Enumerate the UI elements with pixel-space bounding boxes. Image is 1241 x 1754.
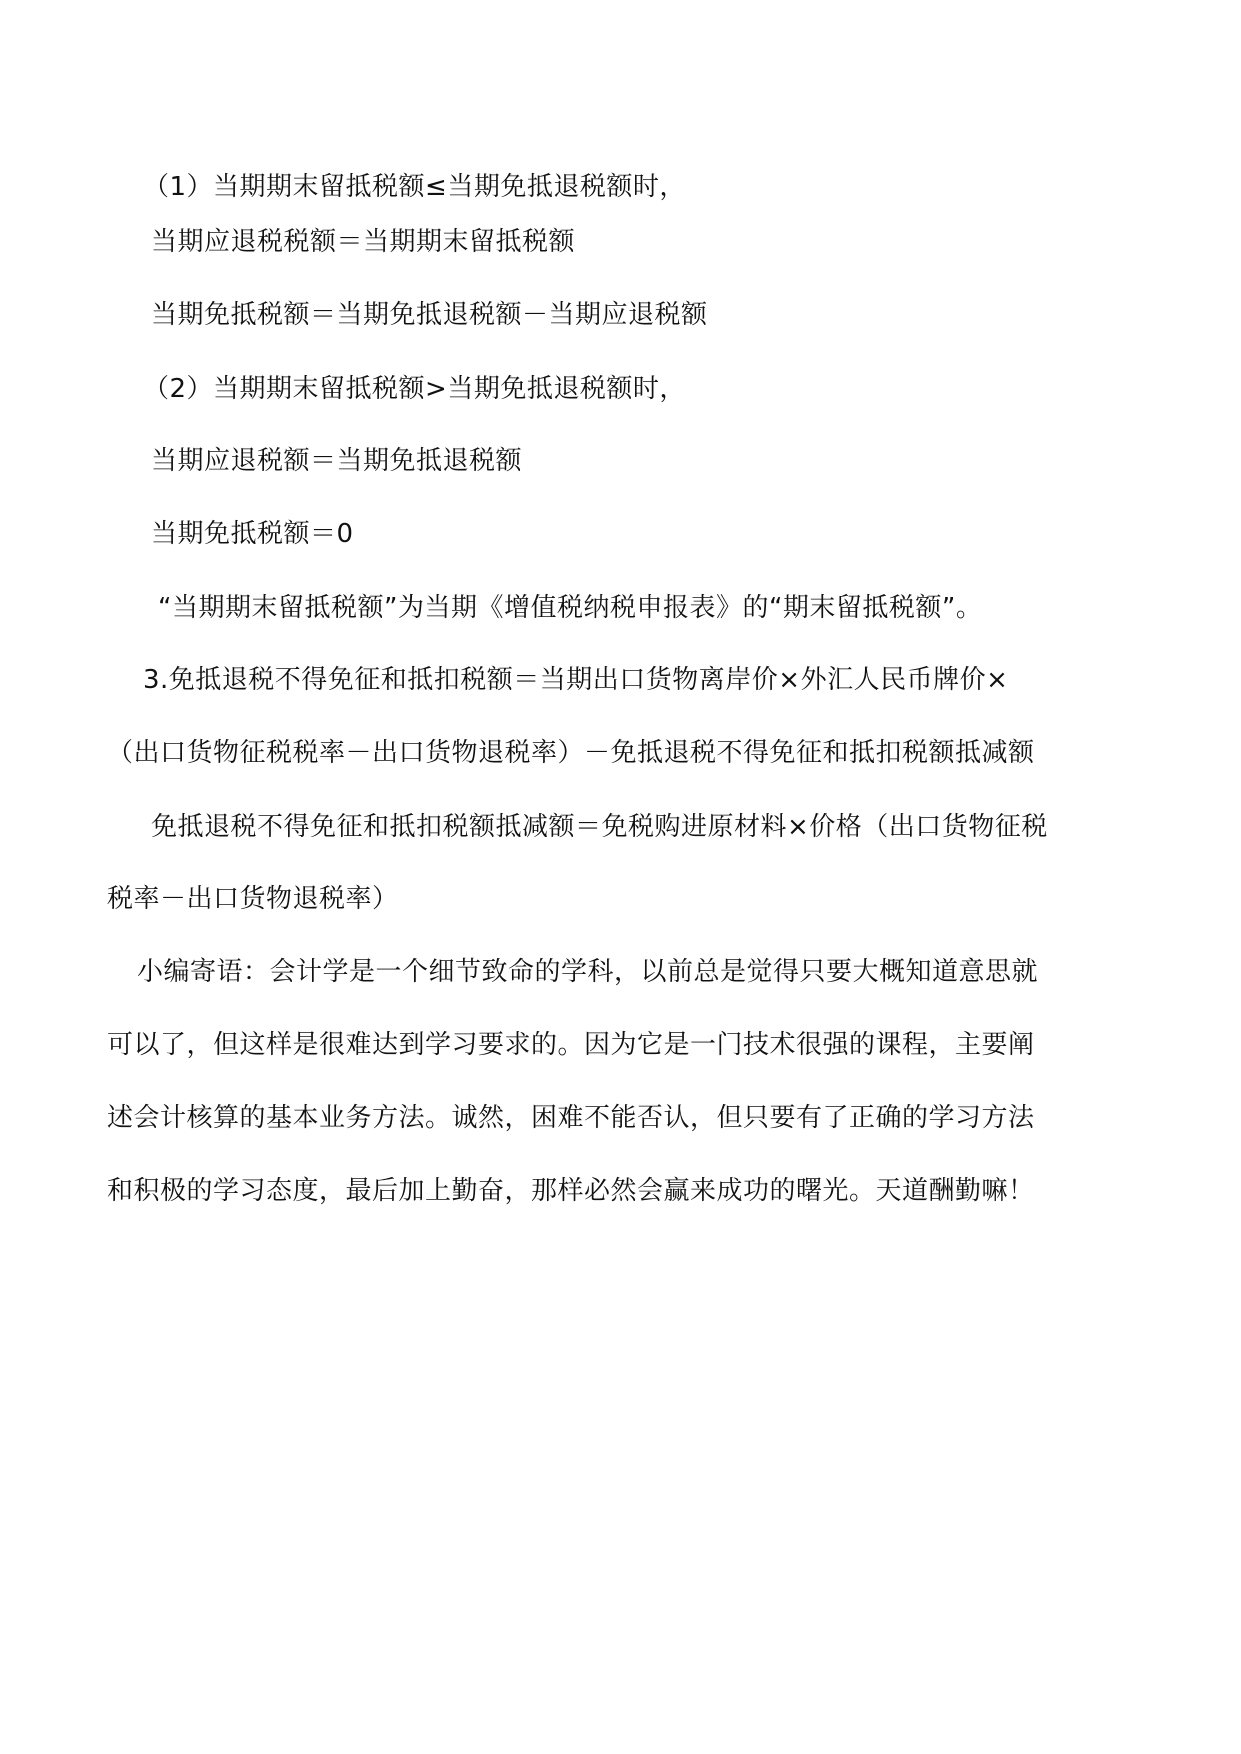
formula-condition-2: （2）当期期末留抵税额>当期免抵退税额时， [143, 374, 686, 404]
formula-offset-line-1: 免抵退税不得免征和抵扣税额抵减额＝免税购进原材料×价格（出口货物征税 [151, 812, 1048, 842]
editor-note-line-2: 可以了，但这样是很难达到学习要求的。因为它是一门技术很强的课程，主要阐 [107, 1030, 1035, 1060]
formula-exempt-2: 当期免抵税额＝0 [151, 519, 354, 549]
definition-note: “当期期末留抵税额”为当期《增值税纳税申报表》的“期末留抵税额”。 [158, 593, 983, 623]
formula-offset-line-2: 税率－出口货物退税率） [107, 884, 399, 914]
editor-note-line-3: 述会计核算的基本业务方法。诚然，困难不能否认，但只要有了正确的学习方法 [107, 1103, 1035, 1133]
formula-3-line-2: （出口货物征税税率－出口货物退税率）－免抵退税不得免征和抵扣税额抵减额 [107, 738, 1035, 768]
formula-refund-1: 当期应退税税额＝当期期末留抵税额 [151, 227, 576, 257]
formula-3-line-1: 3.免抵退税不得免征和抵扣税额＝当期出口货物离岸价×外汇人民币牌价× [143, 665, 1009, 695]
formula-exempt-1: 当期免抵税额＝当期免抵退税额－当期应退税额 [151, 300, 708, 330]
formula-refund-2: 当期应退税额＝当期免抵退税额 [151, 446, 523, 476]
editor-note-line-4: 和积极的学习态度，最后加上勤奋，那样必然会赢来成功的曙光。天道酬勤嘛！ [107, 1176, 1035, 1206]
editor-note-line-1: 小编寄语：会计学是一个细节致命的学科，以前总是觉得只要大概知道意思就 [137, 957, 1039, 987]
formula-condition-1: （1）当期期末留抵税额≤当期免抵退税额时， [143, 172, 686, 202]
